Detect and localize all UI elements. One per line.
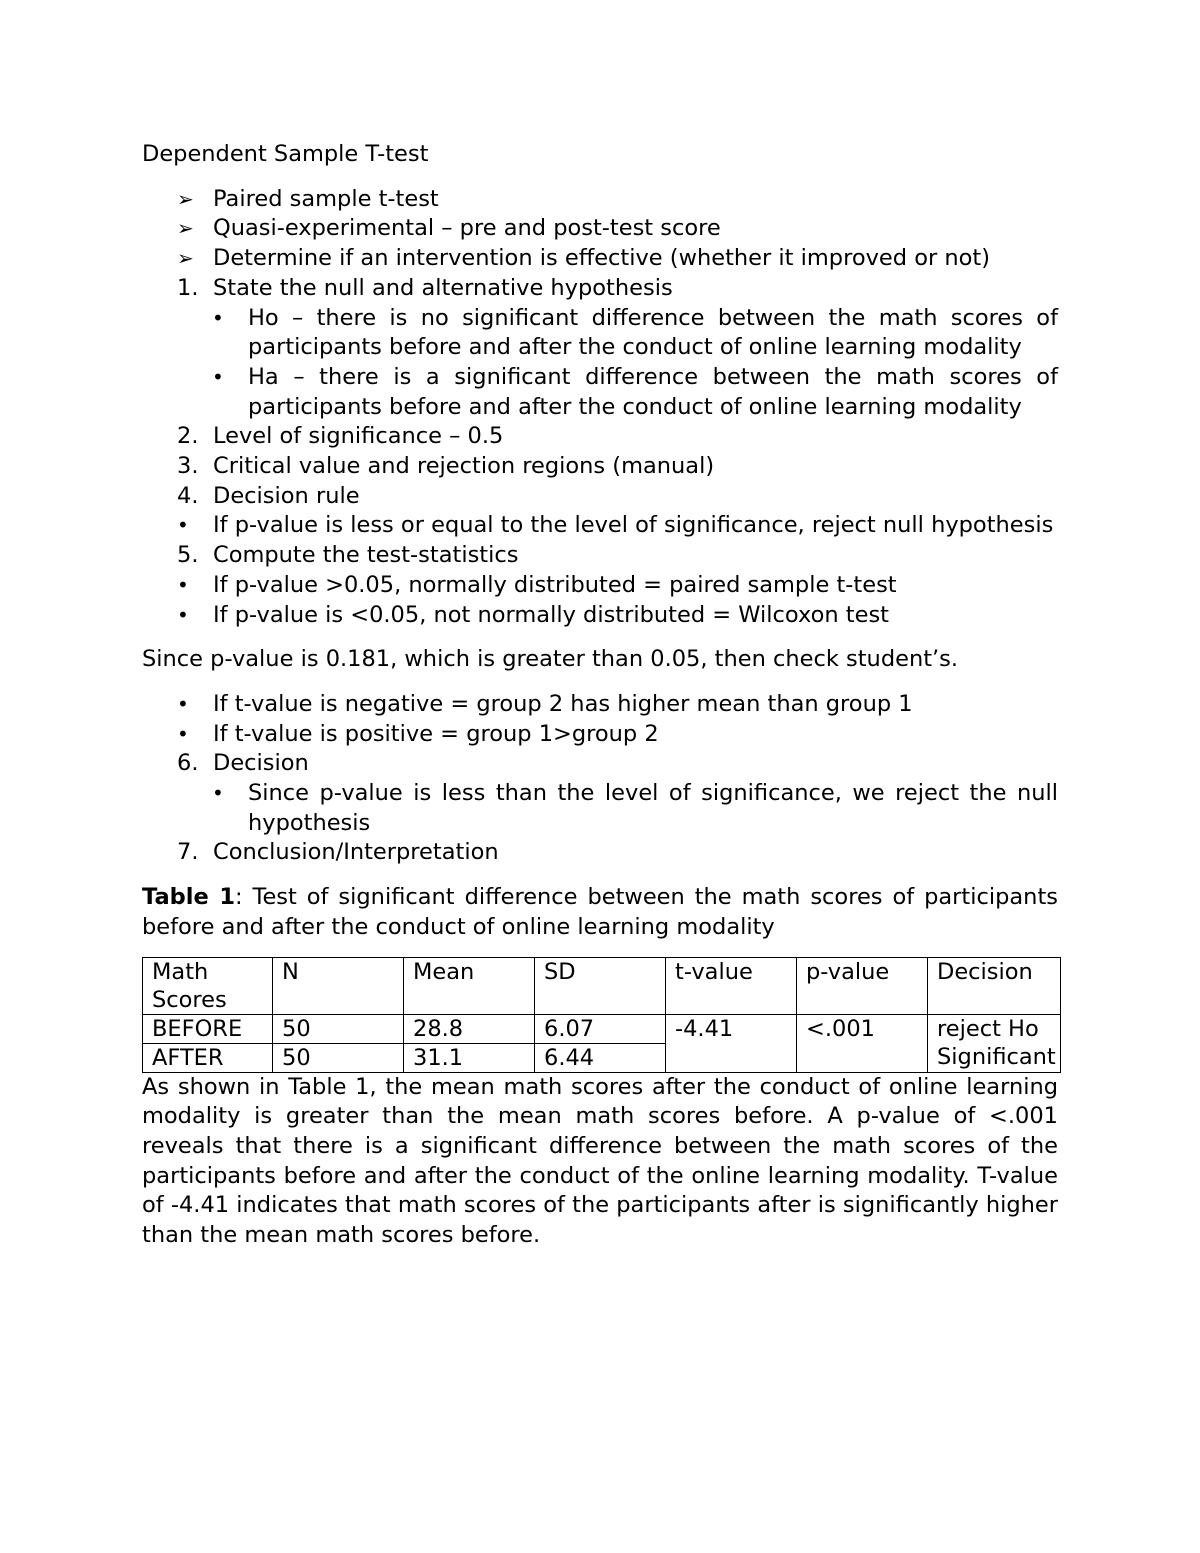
header-cell: N	[273, 957, 404, 1014]
step-text: Decision rule	[213, 482, 360, 509]
table-caption-text: : Test of significant difference between the math scores of participants before and after the conduct of online learning modality	[142, 884, 1058, 940]
table-cell: 50	[273, 1043, 404, 1072]
step-text: Compute the test-statistics	[213, 542, 519, 569]
step-number: 7.	[177, 839, 199, 866]
table-cell: BEFORE	[143, 1014, 273, 1043]
header-cell: SD	[535, 957, 666, 1014]
numbered-step	[142, 838, 1058, 868]
decision-cell: reject Ho Significant	[928, 1014, 1061, 1072]
step-number: 2.	[177, 423, 199, 450]
bullet-icon: •	[212, 364, 224, 389]
step-number: 3.	[177, 453, 199, 480]
bullet-icon: •	[212, 781, 224, 806]
numbered-step	[142, 749, 1058, 779]
test-statistic-bullet: • If p-value >0.05, normally distributed = paired sample t-test	[142, 571, 1058, 601]
interpretation-paragraph: As shown in Table 1, the mean math scores after the conduct of online learning modality is greater than the mean math scores before. A p-value of <.001 reveals that there is a significant difference between the math scores of the participants before and after the conduct of the online learning modality. T-value of -4.41 indicates that math scores of the participants after is significantly higher than the mean math scores before.	[142, 1073, 1058, 1249]
bullet-icon: •	[212, 305, 224, 330]
table-cell: 50	[273, 1014, 404, 1043]
arrow-bullet-icon: ➢	[177, 186, 194, 211]
bullet-icon: •	[177, 602, 189, 627]
header-cell: t-value	[666, 957, 797, 1014]
step-text: Conclusion/Interpretation	[213, 839, 499, 866]
table-cell: 6.07	[535, 1014, 666, 1043]
header-cell: Mean	[404, 957, 535, 1014]
document-page	[142, 140, 1058, 1251]
numbered-step	[142, 482, 1058, 512]
header-cell: p-value	[797, 957, 928, 1014]
document-title: Dependent Sample T-test	[142, 141, 429, 167]
step-number: 5.	[177, 542, 199, 569]
arrow-bullet-icon: ➢	[177, 246, 194, 271]
decision-bullet: • Since p-value is less than the level of significance, we reject the null hypothesis	[212, 780, 1058, 836]
t-value-cell: -4.41	[666, 1014, 797, 1072]
numbered-step	[142, 274, 1058, 304]
table-cell: 6.44	[535, 1043, 666, 1072]
table-caption	[142, 883, 1058, 942]
results-table	[142, 957, 1061, 1073]
hypothesis-bullet: • Ho – there is no significant difference between the math scores of participants before and after the conduct of online learning modality	[212, 304, 1058, 361]
numbered-step	[142, 541, 1058, 571]
step-text: State the null and alternative hypothesis	[213, 274, 673, 301]
arrow-list-item: ➢ Paired sample t-test	[142, 185, 1058, 215]
numbered-step	[142, 452, 1058, 482]
step-text: Decision	[213, 750, 309, 777]
step-number: 4.	[177, 482, 199, 509]
arrow-list-item: ➢ Quasi-experimental – pre and post-test score	[142, 214, 1058, 244]
p-value-cell: <.001	[797, 1014, 928, 1072]
t-value-bullet: • If t-value is positive = group 1>group 2	[142, 720, 1058, 750]
step-number: 1.	[177, 274, 199, 301]
step-number: 6.	[177, 750, 199, 777]
bullet-icon: •	[177, 513, 189, 538]
header-cell: Decision	[928, 957, 1061, 1014]
t-value-bullet: • If t-value is negative = group 2 has higher mean than group 1	[142, 690, 1058, 720]
arrow-list-item: ➢ Determine if an intervention is effective (whether it improved or not)	[142, 244, 1058, 274]
hypothesis-bullet: • Ha – there is a significant difference between the math scores of participants before and after the conduct of online learning modality	[212, 363, 1058, 420]
step-text: Critical value and rejection regions (manual)	[213, 453, 715, 480]
table-cell: AFTER	[143, 1043, 273, 1072]
table-caption-label: Table 1	[142, 884, 235, 911]
arrow-bullet-icon: ➢	[177, 216, 194, 241]
table-header-row	[143, 957, 1061, 1014]
decision-rule-bullet: • If p-value is less or equal to the level of significance, reject null hypothesis	[142, 511, 1058, 541]
step-text: Level of significance – 0.5	[213, 423, 504, 450]
table-cell: 31.1	[404, 1043, 535, 1072]
table-row	[143, 1014, 1061, 1043]
since-paragraph: Since p-value is 0.181, which is greater than 0.05, then check student’s.	[142, 646, 959, 673]
bullet-icon: •	[177, 572, 189, 597]
bullet-icon: •	[177, 691, 189, 716]
table-cell: 28.8	[404, 1014, 535, 1043]
header-cell: Math Scores	[143, 957, 273, 1014]
numbered-step	[142, 422, 1058, 452]
bullet-icon: •	[177, 721, 189, 746]
test-statistic-bullet: • If p-value is <0.05, not normally distributed = Wilcoxon test	[142, 601, 1058, 631]
